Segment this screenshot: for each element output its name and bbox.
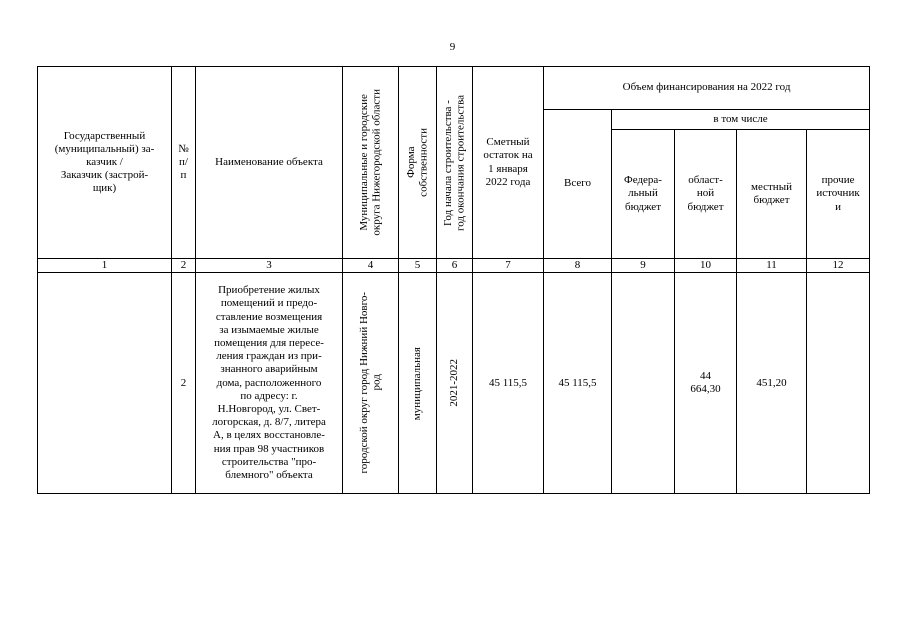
- financing-table: [37, 66, 870, 494]
- column-number: 12: [807, 259, 870, 273]
- header-including: в том числе: [612, 110, 870, 130]
- header-financing-title: Объем финансирования на 2022 год: [544, 67, 870, 110]
- column-number: 6: [437, 259, 473, 273]
- row-regional: 44 664,30: [675, 273, 737, 494]
- header-years: Год начала строительства - год окончания строительства: [437, 67, 473, 259]
- column-number: 3: [196, 259, 343, 273]
- row-ownership: муниципальная: [399, 273, 437, 494]
- column-number: 5: [399, 259, 437, 273]
- row-customer: [38, 273, 172, 494]
- row-object-name: Приобретение жилых помещений и предо- ставление возмещения за изымаемые жилые помещения для пересе- ления граждан из при- знанного аварийным дома, расположенного по адресу: г. Н.Новгород, ул. Свет- логорская, д. 8/7, литера А, в целях восстановле- ния прав 98 участников строительства "про- блемного" объекта: [196, 273, 343, 494]
- column-number: 10: [675, 259, 737, 273]
- column-number: 4: [343, 259, 399, 273]
- header-estimate-balance: Сметный остаток на 1 января 2022 года: [473, 67, 544, 259]
- header-ownership: Форма собственности: [399, 67, 437, 259]
- header-num: № п/ п: [172, 67, 196, 259]
- column-number: 8: [544, 259, 612, 273]
- header-object-name: Наименование объекта: [196, 67, 343, 259]
- header-other: прочие источник и: [807, 130, 870, 259]
- header-federal: Федера- льный бюджет: [612, 130, 675, 259]
- page-number: 9: [449, 41, 456, 53]
- header-customer: Государственный (муниципальный) за- казчик / Заказчик (застрой- щик): [38, 67, 172, 259]
- header-total: Всего: [544, 110, 612, 259]
- column-number: 7: [473, 259, 544, 273]
- row-num: 2: [172, 273, 196, 494]
- row-total: 45 115,5: [544, 273, 612, 494]
- column-number: 11: [737, 259, 807, 273]
- row-municipality: городской округ город Нижний Новго- род: [343, 273, 399, 494]
- row-years: 2021-2022: [437, 273, 473, 494]
- table-row: [38, 273, 870, 494]
- column-number: 9: [612, 259, 675, 273]
- header-regional: област- ной бюджет: [675, 130, 737, 259]
- row-federal: [612, 273, 675, 494]
- row-estimate-balance: 45 115,5: [473, 273, 544, 494]
- header-local: местный бюджет: [737, 130, 807, 259]
- row-other: [807, 273, 870, 494]
- column-number: 1: [38, 259, 172, 273]
- row-local: 451,20: [737, 273, 807, 494]
- header-municipality: Муниципальные и городские округа Нижегородской области: [343, 67, 399, 259]
- column-number: 2: [172, 259, 196, 273]
- column-numbers-row: [38, 259, 870, 273]
